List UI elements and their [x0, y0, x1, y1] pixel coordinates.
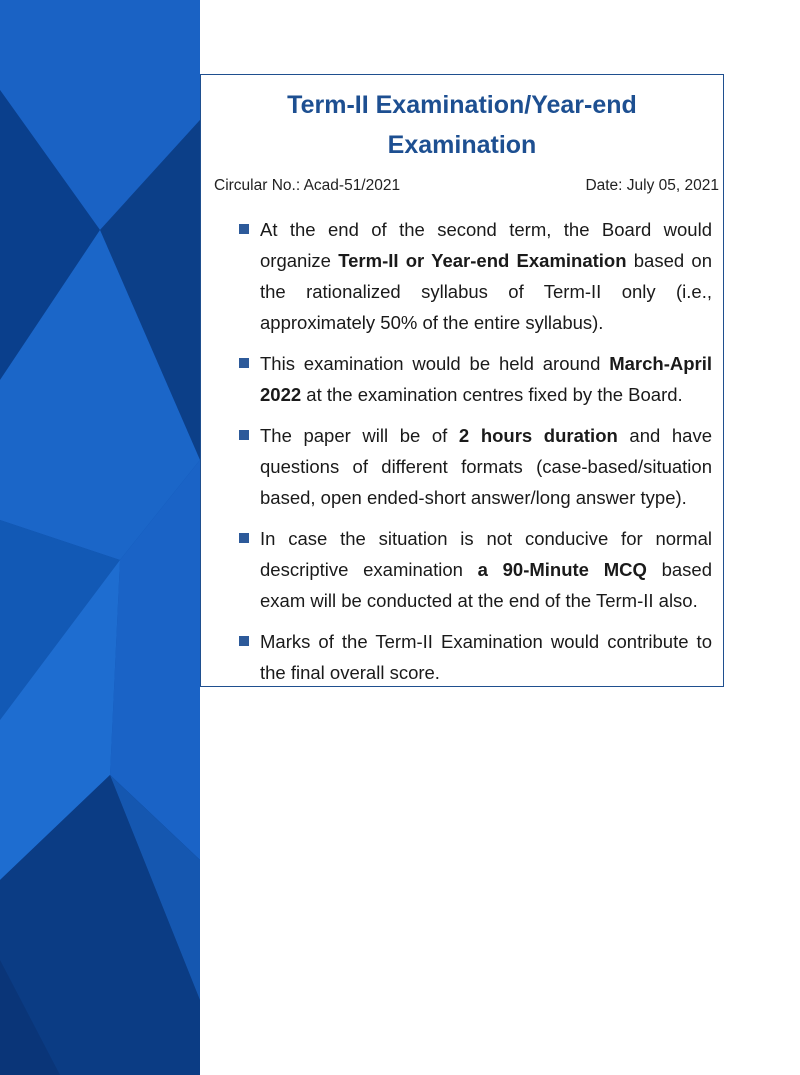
circular-number: Circular No.: Acad-51/2021 — [214, 177, 401, 194]
bullet-text: This examination would be held around March-April 2022 at the examination centres fixed by the Board. — [260, 353, 712, 405]
bullet-text: In case the situation is not conducive for normal descriptive examination a 90-Minute MCQ based exam will be conducted at the end of the Term-II also. — [260, 528, 712, 611]
square-bullet-icon — [239, 224, 249, 234]
title-line-2: Examination — [387, 131, 537, 159]
geometric-background — [0, 0, 200, 1075]
bullet-text: At the end of the second term, the Board would organize Term-II or Year-end Examination based on the rationalized syllabus of Term-II only (i.e., approximately 50% of the entire syllabus). — [260, 219, 712, 333]
decorative-blue-panel — [0, 0, 200, 1075]
list-item — [239, 420, 712, 513]
list-item — [239, 626, 712, 688]
circular-notice-box — [200, 74, 724, 687]
list-item — [239, 523, 712, 616]
notice-title — [201, 85, 723, 165]
notice-bullet-list — [239, 214, 712, 698]
list-item — [239, 214, 712, 338]
square-bullet-icon — [239, 430, 249, 440]
title-line-1: Term-II Examination/Year-end — [287, 91, 637, 119]
square-bullet-icon — [239, 533, 249, 543]
list-item — [239, 348, 712, 410]
bullet-text: The paper will be of 2 hours duration and have questions of different formats (case-based/situation based, open ended-short answer/long answer type). — [260, 425, 713, 508]
square-bullet-icon — [239, 358, 249, 368]
bullet-text: Marks of the Term-II Examination would contribute to the final overall score. — [260, 631, 712, 683]
circular-date: Date: July 05, 2021 — [585, 177, 719, 194]
circular-meta-row — [214, 177, 719, 195]
square-bullet-icon — [239, 636, 249, 646]
